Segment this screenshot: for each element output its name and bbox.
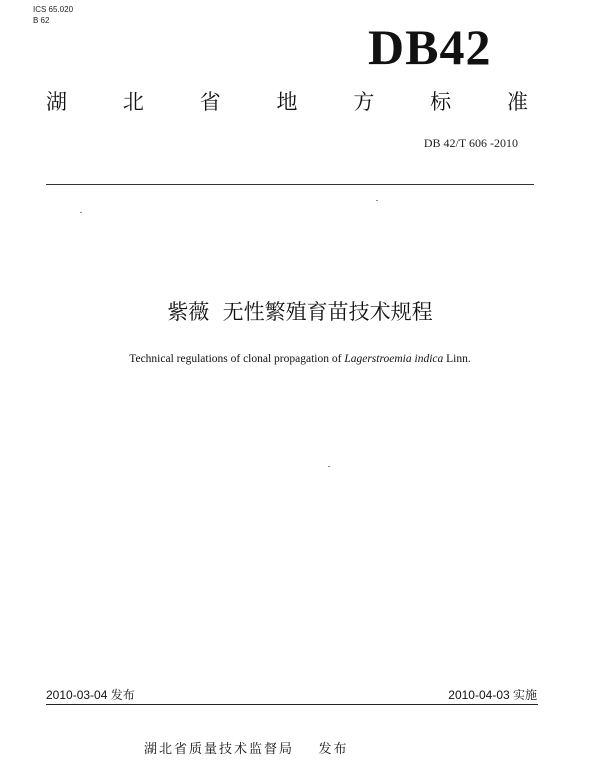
kind-char: 湖 (46, 90, 67, 114)
ics-code: ICS 65.020 (33, 5, 74, 14)
kind-char: 方 (353, 90, 375, 114)
scan-speck (376, 200, 378, 201)
standard-logo: DB42 (368, 19, 492, 75)
document-title-english (0, 351, 600, 367)
standard-number: DB 42/T 606 -2010 (423, 136, 518, 150)
title-english-suffix: Linn. (443, 353, 471, 365)
ccs-code: B 62 (33, 16, 50, 25)
kind-char: 省 (199, 90, 221, 114)
ics-code-block (33, 4, 73, 26)
kind-char: 北 (122, 90, 144, 114)
kind-char: 地 (276, 90, 298, 114)
title-english-prefix: Technical regulations of clonal propagation of (129, 353, 345, 365)
title-english-species: Lagerstroemia indica (344, 353, 444, 365)
header-divider (46, 184, 534, 185)
issuing-authority: 湖北省质量技术监督局 发布 (144, 742, 349, 757)
issue-date: 2010-03-04 发布 (46, 688, 135, 702)
document-title-chinese: 紫薇 无性繁殖育苗技术规程 (167, 300, 433, 324)
kind-char: 准 (506, 90, 528, 114)
implementation-date: 2010-04-03 实施 (448, 688, 537, 702)
scan-speck (328, 466, 330, 467)
footer-divider (46, 704, 538, 705)
kind-char: 标 (430, 90, 452, 114)
scan-speck (80, 212, 82, 213)
standard-kind (46, 88, 528, 116)
